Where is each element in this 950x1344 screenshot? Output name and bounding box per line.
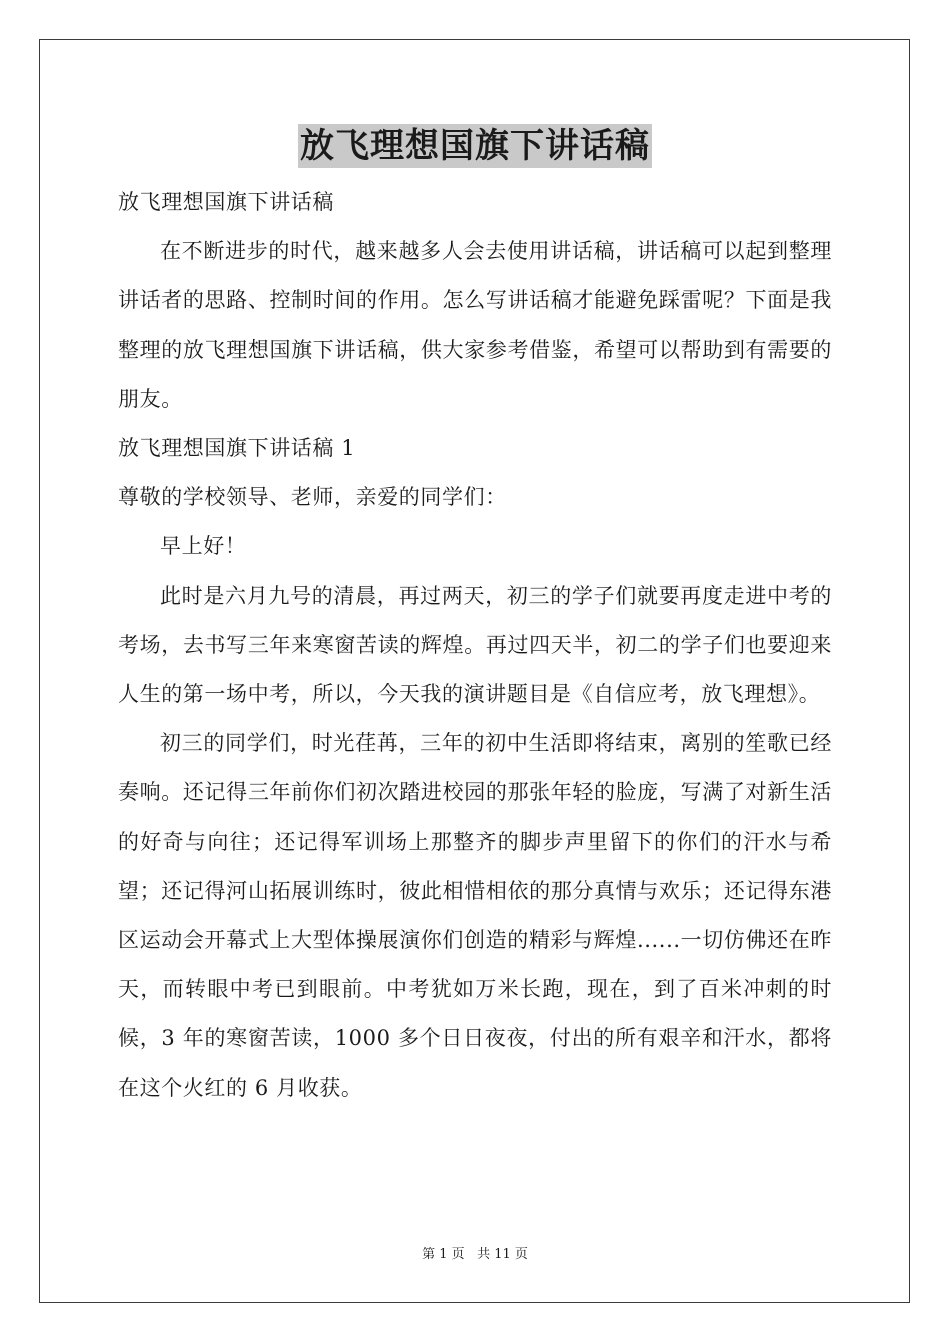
paragraph-subtitle: 放飞理想国旗下讲话稿 (118, 190, 334, 214)
paragraph-section-heading: 放飞理想国旗下讲话稿 1 (118, 436, 356, 461)
paragraph-greeting: 早上好！ (160, 534, 247, 559)
paragraph-intro: 在不断进步的时代，越来越多人会去使用讲话稿，讲话稿可以起到整理讲话者的思路、控制时间的作用。怎么写讲话稿才能避免踩雷呢？下面是我整理的放飞理想国旗下讲话稿，供大家参考借鉴，希望可以帮助到有需要的朋友。 (118, 239, 832, 411)
page-footer (0, 1246, 950, 1264)
paragraph-body-1: 此时是六月九号的清晨，再过两天，初三的学子们就要再度走进中考的考场，去书写三年来寒窗苦读的辉煌。再过四天半，初二的学子们也要迎来人生的第一场中考，所以，今天我的演讲题目是《自信应考，放飞理想》。 (118, 583, 832, 707)
paragraph-salutation: 尊敬的学校领导、老师，亲爱的同学们： (118, 485, 507, 510)
page-total: 共 11 页 (477, 1247, 528, 1262)
document-body (118, 178, 832, 1113)
title-wrap (0, 124, 950, 168)
paragraph-body-2: 初三的同学们，时光荏苒，三年的初中生活即将结束，离别的笙歌已经奏响。还记得三年前你们初次踏进校园的那张年轻的脸庞，写满了对新生活的好奇与向往；还记得军训场上那整齐的脚步声里留下的你们的汗水与希望；还记得河山拓展训练时，彼此相惜相依的那分真情与欢乐；还记得东港区运动会开幕式上大型体操展演你们创造的精彩与辉煌......一切仿佛还在昨天，而转眼中考已到眼前。中考犹如万米长跑，现在，到了百米冲刺的时候，3 年的寒窗苦读，1000 多个日日夜夜，付出的所有艰辛和汗水，都将在这个火红的 6 月收获。 (118, 731, 832, 1100)
document-title: 放飞理想国旗下讲话稿 (300, 126, 650, 166)
page-number: 第 1 页 (422, 1247, 465, 1262)
